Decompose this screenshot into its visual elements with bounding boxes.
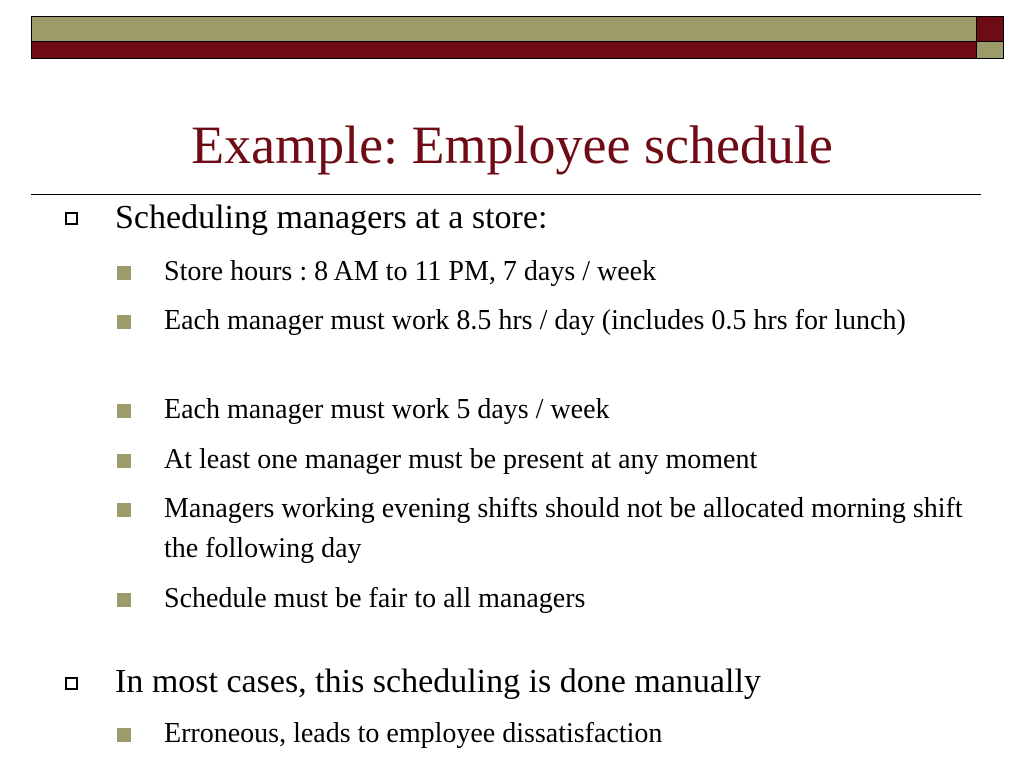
sub-bullet-item: Each manager must work 8.5 hrs / day (includes 0.5 hrs for lunch): [164, 305, 906, 336]
sub-bullet-item: Each manager must work 5 days / week: [164, 394, 610, 425]
sub-bullet-item: At least one manager must be present at any moment: [164, 444, 758, 475]
banner-olive-band: [31, 16, 977, 42]
filled-square-bullet-icon: [117, 503, 131, 517]
bullet-item: Scheduling managers at a store:: [115, 199, 548, 236]
filled-square-bullet-icon: [117, 266, 131, 280]
filled-square-bullet-icon: [117, 454, 131, 468]
filled-square-bullet-icon: [117, 404, 131, 418]
filled-square-bullet-icon: [117, 315, 131, 329]
filled-square-bullet-icon: [117, 593, 131, 607]
hollow-square-bullet-icon: [65, 212, 78, 225]
banner-olive-square: [976, 41, 1004, 59]
banner-maroon-square: [976, 16, 1004, 42]
sub-bullet-item: Store hours : 8 AM to 11 PM, 7 days / week: [164, 256, 657, 287]
sub-bullet-item: Erroneous, leads to employee dissatisfaction: [164, 718, 663, 749]
title-divider: [31, 194, 981, 195]
filled-square-bullet-icon: [117, 728, 131, 742]
sub-bullet-item: Managers working evening shifts should not be allocated morning shift the following day: [164, 493, 963, 564]
hollow-square-bullet-icon: [65, 677, 78, 690]
slide-title: Example: Employee schedule: [191, 115, 833, 175]
banner-maroon-band: [31, 41, 977, 59]
sub-bullet-item: Schedule must be fair to all managers: [164, 583, 586, 614]
bullet-item: In most cases, this scheduling is done manually: [115, 663, 761, 700]
